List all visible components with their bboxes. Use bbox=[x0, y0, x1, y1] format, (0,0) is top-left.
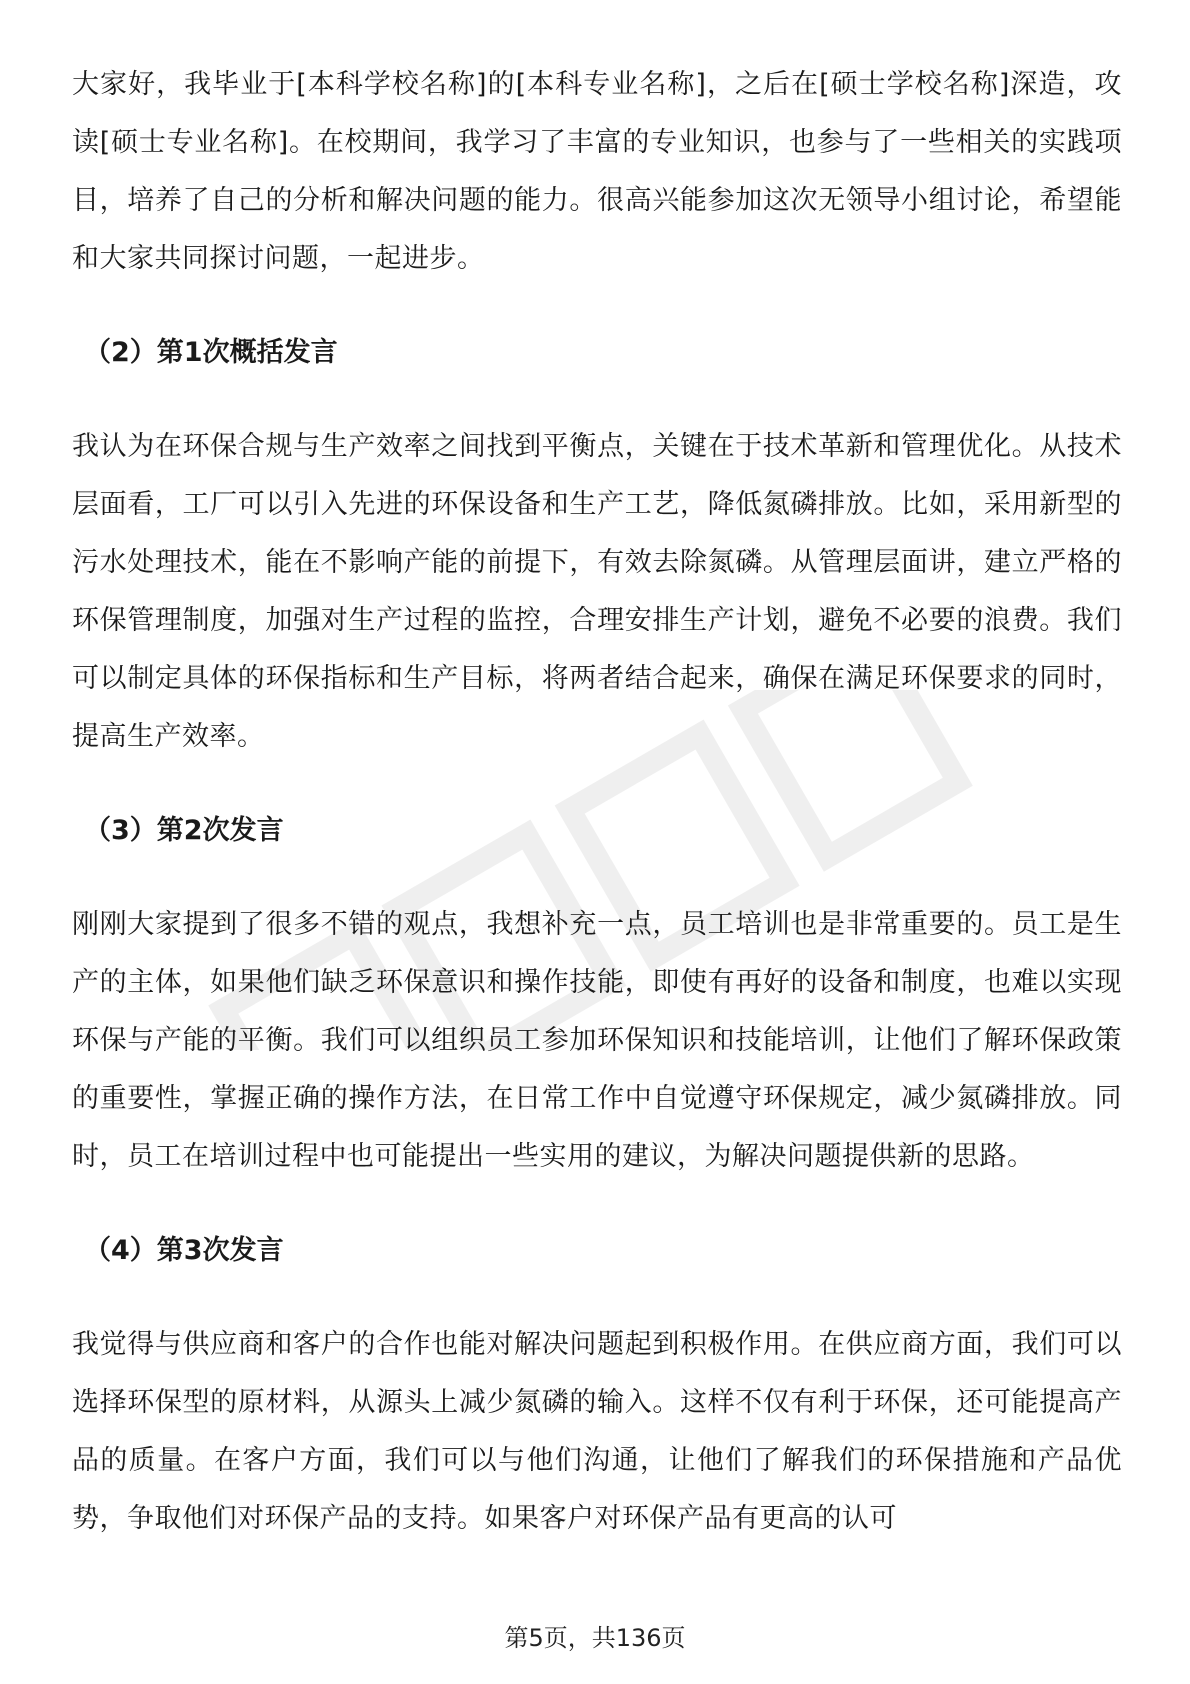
section-heading-3: （3）第2次发言 bbox=[84, 815, 284, 846]
page-number: 第5页，共136页 bbox=[504, 1624, 686, 1652]
section-heading-2: （2）第1次概括发言 bbox=[84, 337, 338, 368]
section-body-3: 刚刚大家提到了很多不错的观点，我想补充一点，员工培训也是非常重要的。员工是生产的主体，如果他们缺乏环保意识和操作技能，即使有再好的设备和制度，也难以实现环保与产能的平衡。我们可以组织员工参加环保知识和技能培训，让他们了解环保政策的重要性，掌握正确的操作方法，在日常工作中自觉遵守环保规定，减少氮磷排放。同时，员工在培训过程中也可能提出一些实用的建议，为解决问题提供新的思路。 bbox=[72, 909, 1122, 1172]
section-body-4: 我觉得与供应商和客户的合作也能对解决问题起到积极作用。在供应商方面，我们可以选择环保型的原材料，从源头上减少氮磷的输入。这样不仅有利于环保，还可能提高产品的质量。在客户方面，我们可以与他们沟通，让他们了解我们的环保措施和产品优势，争取他们对环保产品的支持。如果客户对环保产品有更高的认可 bbox=[72, 1329, 1122, 1534]
document-body bbox=[72, 56, 1122, 1548]
intro-paragraph: 大家好，我毕业于[本科学校名称]的[本科专业名称]，之后在[硕士学校名称]深造，攻读[硕士专业名称]。在校期间，我学习了丰富的专业知识，也参与了一些相关的实践项目，培养了自己的分析和解决问题的能力。很高兴能参加这次无领导小组讨论，希望能和大家共同探讨问题，一起进步。 bbox=[72, 69, 1122, 274]
section-heading-4: （4）第3次发言 bbox=[84, 1235, 284, 1266]
section-body-2: 我认为在环保合规与生产效率之间找到平衡点，关键在于技术革新和管理优化。从技术层面看，工厂可以引入先进的环保设备和生产工艺，降低氮磷排放。比如，采用新型的污水处理技术，能在不影响产能的前提下，有效去除氮磷。从管理层面讲，建立严格的环保管理制度，加强对生产过程的监控，合理安排生产计划，避免不必要的浪费。我们可以制定具体的环保指标和生产目标，将两者结合起来，确保在满足环保要求的同时，提高生产效率。 bbox=[72, 431, 1122, 752]
